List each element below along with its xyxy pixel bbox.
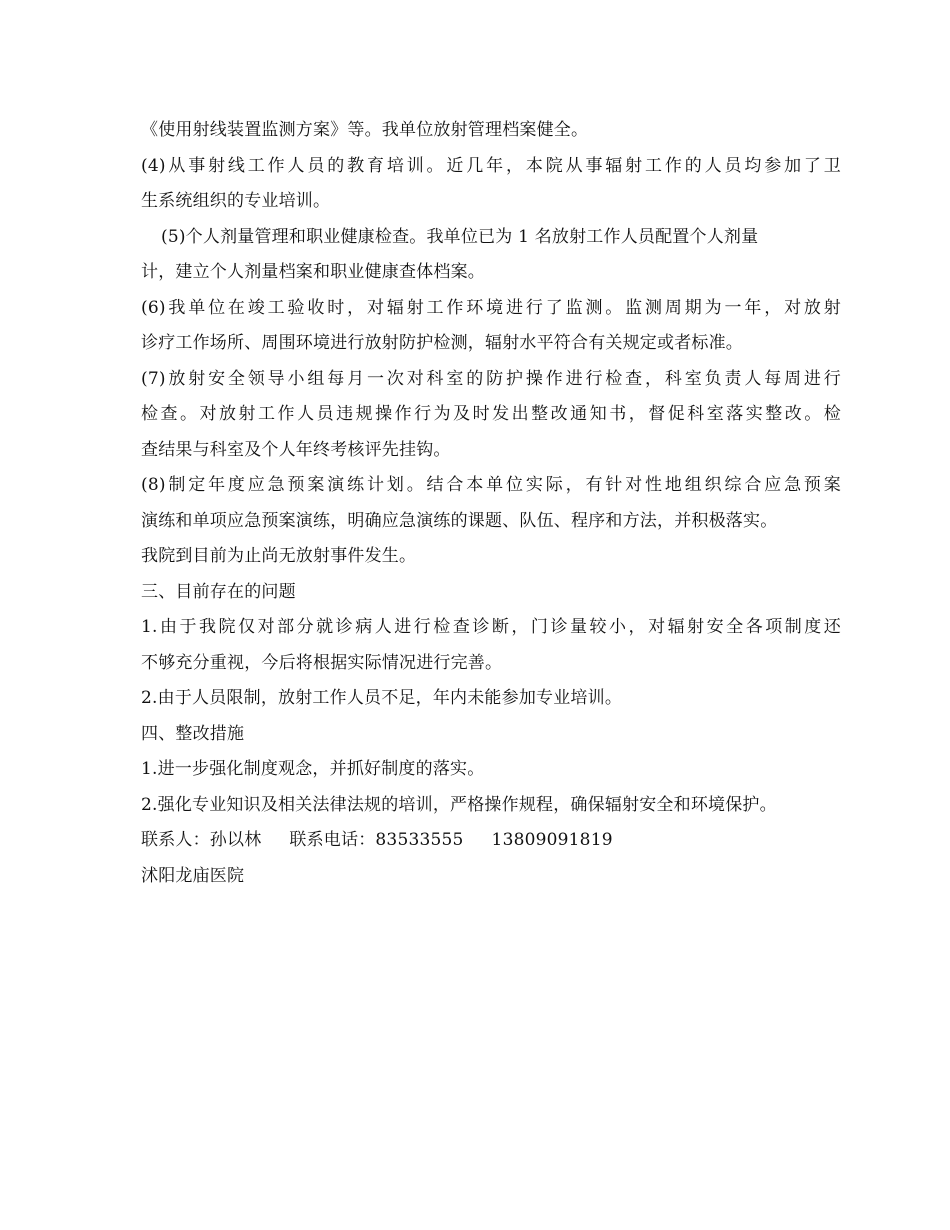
contact-phone: 联系电话：83533555 <box>289 830 464 850</box>
paragraph-line: 演练和单项应急预案演练，明确应急演练的课题、队伍、程序和方法，并积极落实。 <box>141 510 778 531</box>
paragraph-line: 《使用射线装置监测方案》等。我单位放射管理档案健全。 <box>141 120 589 140</box>
paragraph-line: 查结果与科室及个人年终考核评先挂钩。 <box>141 439 451 460</box>
paragraph-line: (8)制定年度应急预案演练计划。结合本单位实际，有针对性地组织综合应急预案 <box>141 475 841 495</box>
document-body <box>141 113 841 894</box>
contact-person: 联系人：孙以林 <box>141 830 262 850</box>
paragraph-line: 2.强化专业知识及相关法律法规的培训，严格操作规程，确保辐射安全和环境保护。 <box>141 794 777 815</box>
paragraph-line: 不够充分重视，今后将根据实际情况进行完善。 <box>141 652 503 673</box>
paragraph-line: 1.进一步强化制度观念，并抓好制度的落实。 <box>141 759 485 779</box>
paragraph-line: (7)放射安全领导小组每月一次对科室的防护操作进行检查，科室负责人每周进行 <box>141 368 841 389</box>
paragraph-line: 2.由于人员限制，放射工作人员不足，年内未能参加专业培训。 <box>141 688 623 708</box>
paragraph-line: 检查。对放射工作人员违规操作行为及时发出整改通知书，督促科室落实整改。检 <box>141 404 841 424</box>
paragraph-line: (6)我单位在竣工验收时，对辐射工作环境进行了监测。监测周期为一年，对放射 <box>141 297 841 318</box>
contact-line <box>141 823 841 859</box>
paragraph-line: 生系统组织的专业培训。 <box>141 191 331 211</box>
paragraph-line: (5)个人剂量管理和职业健康检查。我单位已为 1 名放射工作人员配置个人剂量 <box>161 226 759 247</box>
contact-mobile: 13809091819 <box>491 830 613 850</box>
paragraph-line: 1.由于我院仅对部分就诊病人进行检查诊断，门诊量较小，对辐射安全各项制度还 <box>141 617 841 637</box>
paragraph-line: (4)从事射线工作人员的教育培训。近几年，本院从事辐射工作的人员均参加了卫 <box>141 155 841 176</box>
organization-name: 沭阳龙庙医院 <box>141 865 245 886</box>
paragraph-line: 计，建立个人剂量档案和职业健康查体档案。 <box>141 262 485 282</box>
section-heading: 四、整改措施 <box>141 723 245 744</box>
paragraph-line: 我院到目前为止尚无放射事件发生。 <box>141 546 417 566</box>
section-heading: 三、目前存在的问题 <box>141 581 296 602</box>
paragraph-line: 诊疗工作场所、周围环境进行放射防护检测，辐射水平符合有关规定或者标准。 <box>141 333 743 353</box>
